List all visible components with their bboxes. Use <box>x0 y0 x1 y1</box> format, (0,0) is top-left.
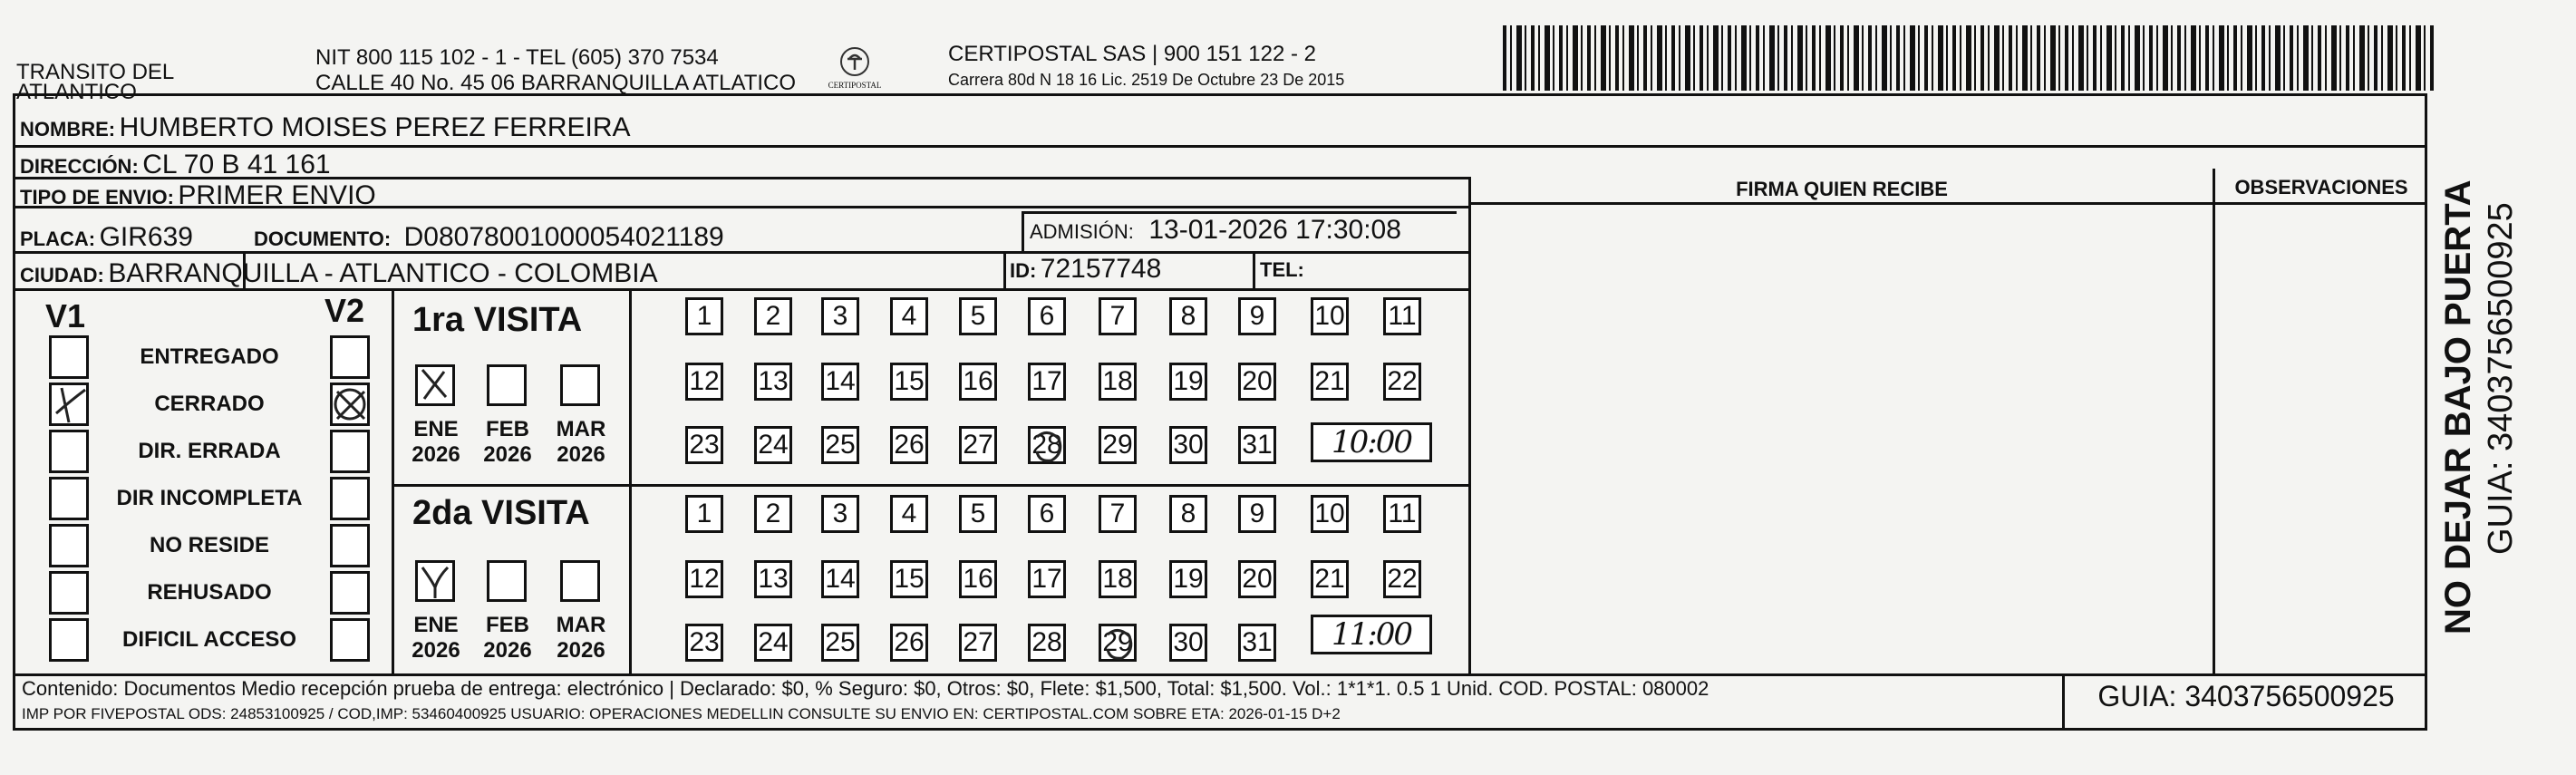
month-year: 2026 <box>412 638 460 663</box>
first-visit-month-mar <box>554 417 608 468</box>
first-visit-day-20[interactable]: 20 <box>1238 363 1276 401</box>
side-guia: GUIA: 3403756500925 <box>2482 202 2520 555</box>
first-visit-day-8[interactable]: 8 <box>1169 297 1207 335</box>
month-mar: MAR <box>556 613 606 637</box>
v2-rehusado-checkbox[interactable] <box>330 571 370 615</box>
firma-label: FIRMA QUIEN RECIBE <box>1736 178 1948 200</box>
company-name: CERTIPOSTAL SAS | 900 151 122 - 2 <box>948 42 1316 66</box>
second-visit-day-5[interactable]: 5 <box>959 495 997 533</box>
first-visit-month-feb <box>480 417 535 468</box>
first-visit-day-2[interactable]: 2 <box>754 297 792 335</box>
v1-no-reside-checkbox[interactable] <box>49 524 89 567</box>
id-row <box>1010 254 1161 285</box>
first-visit-day-28-handwritten-mark <box>1028 426 1070 468</box>
second-visit-day-3[interactable]: 3 <box>821 495 859 533</box>
id-label: ID: <box>1010 259 1037 282</box>
second-visit-day-1[interactable]: 1 <box>685 495 723 533</box>
second-visit-day-29-handwritten-mark <box>1099 624 1140 665</box>
second-visit-label: 2da VISITA <box>412 494 590 532</box>
v2-dir-errada-checkbox[interactable] <box>330 430 370 473</box>
second-visit-day-19[interactable]: 19 <box>1169 560 1207 598</box>
month-ene: ENE <box>413 417 459 441</box>
first-visit-day-18[interactable]: 18 <box>1099 363 1137 401</box>
first-visit-day-24[interactable]: 24 <box>754 426 792 464</box>
second-visit-day-12[interactable]: 12 <box>685 560 723 598</box>
status-rehusado: REHUSADO <box>147 580 272 605</box>
first-visit-day-25[interactable]: 25 <box>821 426 859 464</box>
sender-address: CALLE 40 No. 45 06 BARRANQUILLA ATLATICO <box>315 71 797 95</box>
first-visit-day-14[interactable]: 14 <box>821 363 859 401</box>
observaciones-label: OBSERVACIONES <box>2234 176 2408 199</box>
second-visit-month-mar <box>554 613 608 664</box>
no-dejar-bajo-puerta: NO DEJAR BAJO PUERTA <box>2438 179 2478 635</box>
placa-row <box>20 222 193 253</box>
v2-entregado-checkbox[interactable] <box>330 335 370 379</box>
second-visit-mar-checkbox[interactable] <box>560 560 600 602</box>
first-visit-day-23[interactable]: 23 <box>685 426 723 464</box>
second-visit-day-27[interactable]: 27 <box>959 624 997 662</box>
second-visit-time[interactable]: 11:00 <box>1311 615 1432 654</box>
v1-entregado-checkbox[interactable] <box>49 335 89 379</box>
tel-label: TEL: <box>1260 258 1304 281</box>
barcode <box>1503 25 2436 91</box>
id-value: 72157748 <box>1040 254 1162 284</box>
month-mar: MAR <box>556 417 606 441</box>
tipo-value: PRIMER ENVIO <box>178 180 376 210</box>
footer-contenido: Contenido: Documentos Medio recepción prueba de entrega: electrónico | Declarado: $0, % Seguro: $0, Otros: $0, Flete: $1,500, Total: $1,500. Vol.: 1*1*1. 0.5 1 Unid. COD. POSTAL: 080002 <box>22 677 1709 700</box>
first-visit-day-13[interactable]: 13 <box>754 363 792 401</box>
nombre-value: HUMBERTO MOISES PEREZ FERREIRA <box>119 112 631 142</box>
status-dir-incompleta: DIR INCOMPLETA <box>116 486 303 510</box>
first-visit-day-22[interactable]: 22 <box>1383 363 1421 401</box>
first-visit-day-31[interactable]: 31 <box>1238 426 1276 464</box>
first-visit-day-6[interactable]: 6 <box>1028 297 1066 335</box>
certipostal-logo <box>825 45 885 90</box>
second-visit-month-ene <box>409 613 463 664</box>
v2-dificil-acceso-checkbox[interactable] <box>330 618 370 662</box>
status-entregado: ENTREGADO <box>140 344 279 369</box>
v1-dir-errada-checkbox[interactable] <box>49 430 89 473</box>
month-year: 2026 <box>557 442 605 467</box>
second-visit-day-4[interactable]: 4 <box>890 495 928 533</box>
sender-line1: TRANSITO DEL <box>16 60 175 84</box>
v2-dir-incompleta-checkbox[interactable] <box>330 477 370 520</box>
documento-row <box>254 222 724 253</box>
ciudad-value: BARRANQUILLA - ATLANTICO - COLOMBIA <box>108 258 658 288</box>
placa-label: PLACA: <box>20 228 96 250</box>
month-year: 2026 <box>412 442 460 467</box>
admision-row <box>1030 215 1401 246</box>
second-visit-day-16[interactable]: 16 <box>959 560 997 598</box>
company-address: Carrera 80d N 18 16 Lic. 2519 De Octubre 23 De 2015 <box>948 71 1345 89</box>
first-visit-mar-checkbox[interactable] <box>560 364 600 406</box>
first-visit-day-30[interactable]: 30 <box>1169 426 1207 464</box>
first-visit-day-7[interactable]: 7 <box>1099 297 1137 335</box>
admision-value: 13-01-2026 17:30:08 <box>1148 215 1401 245</box>
status-dificil-acceso: DIFICIL ACCESO <box>121 627 296 652</box>
first-visit-day-3[interactable]: 3 <box>821 297 859 335</box>
month-feb: FEB <box>486 417 529 441</box>
second-visit-day-21[interactable]: 21 <box>1311 560 1349 598</box>
placa-value: GIR639 <box>99 222 193 252</box>
tipo-row <box>20 180 376 211</box>
logo-text: CERTIPOSTAL <box>828 81 882 90</box>
second-visit-day-17[interactable]: 17 <box>1028 560 1066 598</box>
second-visit-ene-mark <box>415 560 457 602</box>
second-visit-day-8[interactable]: 8 <box>1169 495 1207 533</box>
first-visit-time[interactable]: 10:00 <box>1311 422 1432 462</box>
sender-line2: ATLANTICO <box>16 80 137 104</box>
sender-nit-tel: NIT 800 115 102 - 1 - TEL (605) 370 7534 <box>315 45 719 70</box>
documento-label: DOCUMENTO: <box>254 228 392 250</box>
footer-guia: GUIA: 3403756500925 <box>2097 680 2395 712</box>
second-visit-day-29[interactable]: 29 <box>1099 624 1137 662</box>
second-visit-day-2[interactable]: 2 <box>754 495 792 533</box>
tipo-label: TIPO DE ENVIO: <box>20 186 174 208</box>
ciudad-row <box>20 258 658 289</box>
second-visit-day-6[interactable]: 6 <box>1028 495 1066 533</box>
first-visit-day-21[interactable]: 21 <box>1311 363 1349 401</box>
second-visit-day-24[interactable]: 24 <box>754 624 792 662</box>
month-year: 2026 <box>557 638 605 663</box>
direccion-row <box>20 150 331 180</box>
certipostal-logo-icon <box>838 45 871 78</box>
observations-area[interactable] <box>2215 205 2427 673</box>
month-ene: ENE <box>413 613 459 637</box>
documento-value: D08078001000054021189 <box>403 222 724 252</box>
first-visit-day-19[interactable]: 19 <box>1169 363 1207 401</box>
second-visit-day-23[interactable]: 23 <box>685 624 723 662</box>
v1-dificil-acceso-checkbox[interactable] <box>49 618 89 662</box>
first-visit-day-16[interactable]: 16 <box>959 363 997 401</box>
first-visit-day-9[interactable]: 9 <box>1238 297 1276 335</box>
first-visit-feb-checkbox[interactable] <box>487 364 527 406</box>
month-year: 2026 <box>483 442 532 467</box>
first-visit-day-1[interactable]: 1 <box>685 297 723 335</box>
second-visit-month-feb <box>480 613 535 664</box>
first-visit-day-12[interactable]: 12 <box>685 363 723 401</box>
second-visit-day-18[interactable]: 18 <box>1099 560 1137 598</box>
first-visit-day-11[interactable]: 11 <box>1383 297 1421 335</box>
second-visit-day-28[interactable]: 28 <box>1028 624 1066 662</box>
second-visit-day-26[interactable]: 26 <box>890 624 928 662</box>
ciudad-label: CIUDAD: <box>20 264 104 286</box>
month-year: 2026 <box>483 638 532 663</box>
second-visit-day-9[interactable]: 9 <box>1238 495 1276 533</box>
status-no-reside: NO RESIDE <box>149 533 270 557</box>
v1-label: V1 <box>45 297 86 334</box>
nombre-label: NOMBRE: <box>20 118 116 140</box>
second-visit-day-20[interactable]: 20 <box>1238 560 1276 598</box>
second-visit-day-13[interactable]: 13 <box>754 560 792 598</box>
month-feb: FEB <box>486 613 529 637</box>
first-visit-day-28[interactable]: 28 <box>1028 426 1066 464</box>
direccion-label: DIRECCIÓN: <box>20 155 139 178</box>
signature-area[interactable] <box>1470 205 2213 673</box>
first-visit-day-17[interactable]: 17 <box>1028 363 1066 401</box>
v2-no-reside-checkbox[interactable] <box>330 524 370 567</box>
first-visit-ene-mark <box>415 364 457 406</box>
v2-cerrado-mark <box>330 383 373 428</box>
first-visit-label: 1ra VISITA <box>412 301 583 339</box>
first-visit-day-5[interactable]: 5 <box>959 297 997 335</box>
second-visit-day-22[interactable]: 22 <box>1383 560 1421 598</box>
first-visit-day-15[interactable]: 15 <box>890 363 928 401</box>
second-visit-day-14[interactable]: 14 <box>821 560 859 598</box>
status-cerrado: CERRADO <box>154 392 265 416</box>
status-dir-errada: DIR. ERRADA <box>138 439 281 463</box>
second-visit-day-10[interactable]: 10 <box>1311 495 1349 533</box>
first-visit-day-10[interactable]: 10 <box>1311 297 1349 335</box>
second-visit-day-30[interactable]: 30 <box>1169 624 1207 662</box>
second-visit-day-7[interactable]: 7 <box>1099 495 1137 533</box>
second-visit-feb-checkbox[interactable] <box>487 560 527 602</box>
v2-label: V2 <box>324 292 365 329</box>
second-visit-day-25[interactable]: 25 <box>821 624 859 662</box>
v1-rehusado-checkbox[interactable] <box>49 571 89 615</box>
v1-dir-incompleta-checkbox[interactable] <box>49 477 89 520</box>
second-visit-day-31[interactable]: 31 <box>1238 624 1276 662</box>
first-visit-day-4[interactable]: 4 <box>890 297 928 335</box>
first-visit-day-29[interactable]: 29 <box>1099 426 1137 464</box>
second-visit-day-11[interactable]: 11 <box>1383 495 1421 533</box>
second-visit-day-15[interactable]: 15 <box>890 560 928 598</box>
admision-label: ADMISIÓN: <box>1030 220 1134 243</box>
first-visit-month-ene <box>409 417 463 468</box>
direccion-value: CL 70 B 41 161 <box>142 150 331 179</box>
v1-cerrado-mark <box>49 383 92 428</box>
first-visit-day-27[interactable]: 27 <box>959 426 997 464</box>
footer-imp-line: IMP POR FIVEPOSTAL ODS: 24853100925 / COD,IMP: 53460400925 USUARIO: OPERACIONES MEDELLIN CONSULTE SU ENVIO EN: CERTIPOSTAL.COM SOBRE ETA: 2026-01-15 D+2 <box>22 705 1341 722</box>
first-visit-day-26[interactable]: 26 <box>890 426 928 464</box>
nombre-row <box>20 112 631 143</box>
